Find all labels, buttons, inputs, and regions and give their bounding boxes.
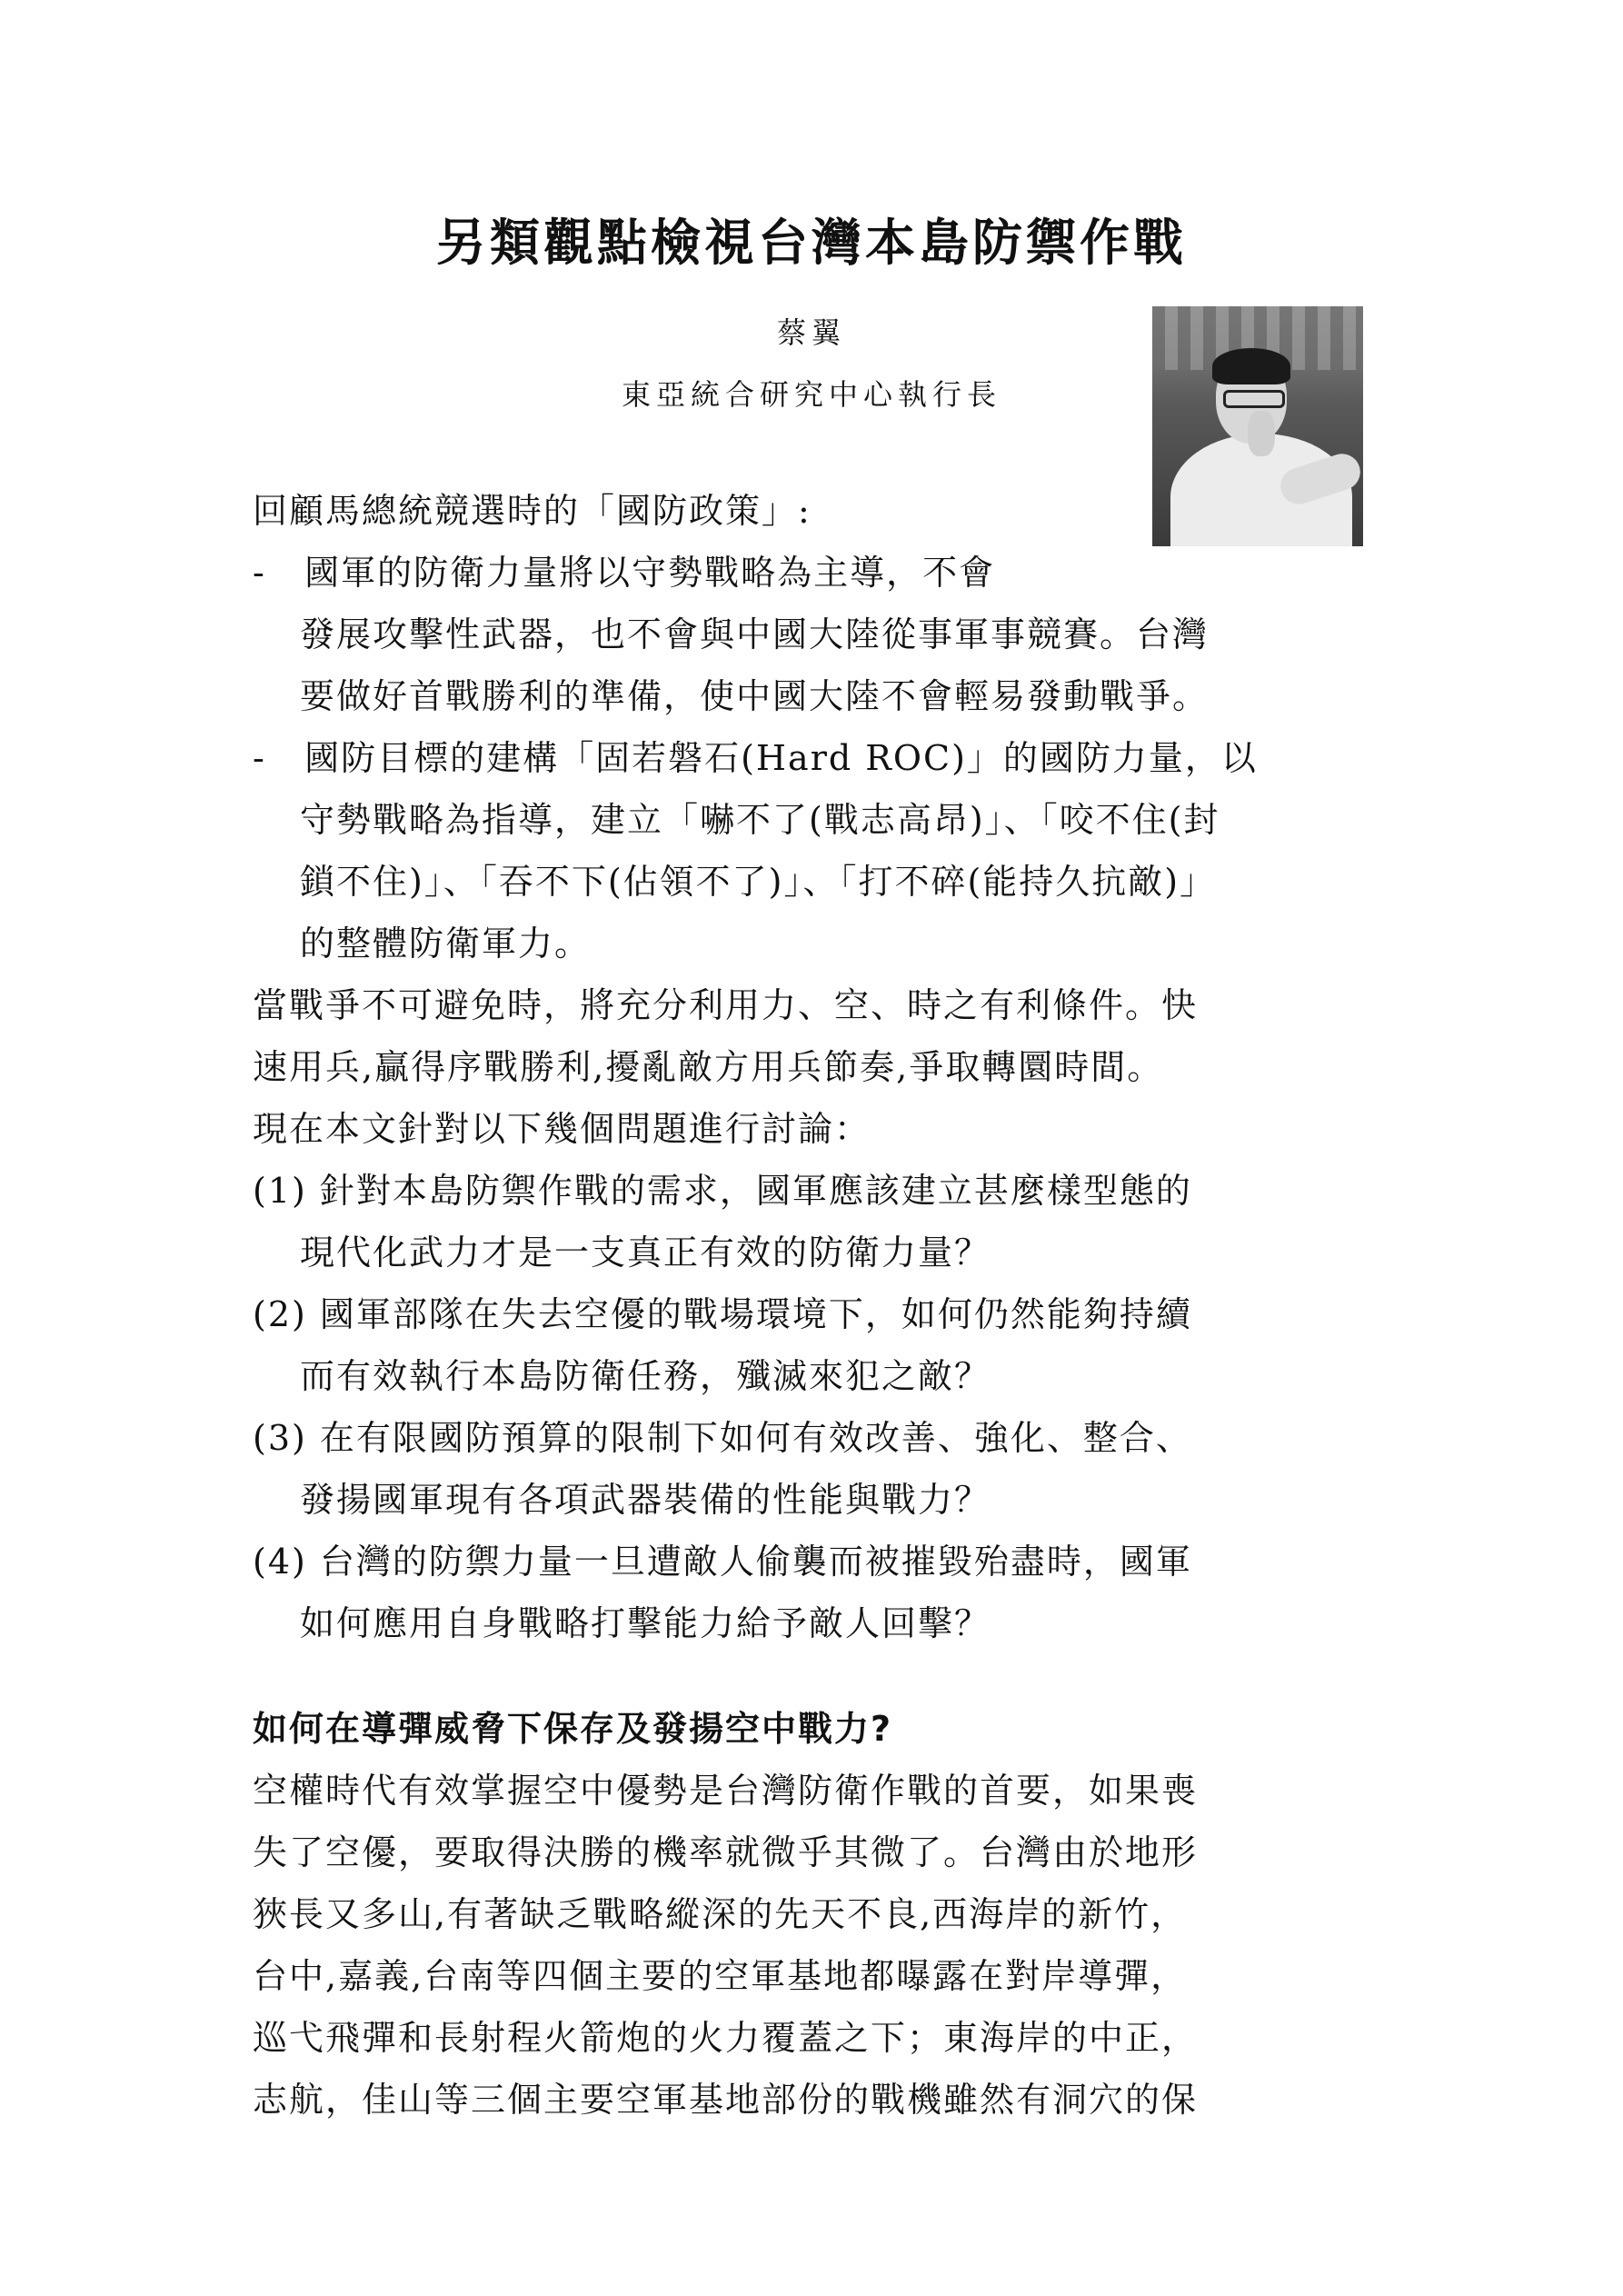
policy-bullet-1-cont: 發展攻擊性武器，也不會與中國大陸從事軍事競賽。台灣: [300, 614, 1210, 654]
question-4: (4) 台灣的防禦力量一旦遭敵人偷襲而被摧毀殆盡時，國軍: [253, 1542, 1192, 1582]
question-3-cont: 發揚國軍現有各項武器裝備的性能與戰力？: [300, 1480, 991, 1520]
paragraph-line: 空權時代有效掌握空中優勢是台灣防衛作戰的首要，如果喪: [253, 1771, 1199, 1811]
question-2-cont: 而有效執行本島防衛任務，殲滅來犯之敵？: [300, 1356, 991, 1396]
section-heading: 如何在導彈威脅下保存及發揚空中戰力?: [253, 1709, 893, 1749]
paragraph-line: 當戰爭不可避免時，將充分利用力、空、時之有利條件。快: [253, 985, 1199, 1025]
page-title: 另類觀點檢視台灣本島防禦作戰: [435, 213, 1187, 272]
author-affiliation: 東亞統合研究中心執行長: [621, 377, 1001, 412]
author-photo: [1152, 306, 1363, 546]
question-4-cont: 如何應用自身戰略打擊能力給予敵人回擊？: [300, 1603, 991, 1643]
question-1: (1) 針對本島防禦作戰的需求，國軍應該建立甚麼樣型態的: [253, 1171, 1192, 1211]
question-2: (2) 國軍部隊在失去空優的戰場環境下，如何仍然能夠持續: [253, 1294, 1192, 1334]
paragraph-line: 狹長又多山,有著缺乏戰略縱深的先天不良,西海岸的新竹，: [253, 1894, 1188, 1934]
policy-bullet-2-cont: 的整體防衛軍力。: [300, 923, 592, 963]
policy-bullet-2: - 國防目標的建構「固若磐石(Hard ROC)」的國防力量，以: [253, 738, 1258, 778]
paragraph-line: 速用兵,贏得序戰勝利,擾亂敵方用兵節奏,爭取轉圜時間。: [253, 1047, 1164, 1087]
question-3: (3) 在有限國防預算的限制下如何有效改善、強化、整合、: [253, 1418, 1192, 1458]
paragraph-line: 志航，佳山等三個主要空軍基地部份的戰機雖然有洞穴的保: [253, 2080, 1199, 2120]
policy-bullet-2-cont: 守勢戰略為指導，建立「嚇不了(戰志高昂)」、「咬不住(封: [300, 800, 1220, 840]
paragraph-line: 現在本文針對以下幾個問題進行討論：: [253, 1109, 871, 1149]
policy-bullet-1: - 國軍的防衛力量將以守勢戰略為主導，不會: [253, 553, 996, 593]
paragraph-line: 失了空優，要取得決勝的機率就微乎其微了。台灣由於地形: [253, 1832, 1199, 1872]
question-1-cont: 現代化武力才是一支真正有效的防衛力量？: [300, 1233, 991, 1273]
policy-bullet-1-cont: 要做好首戰勝利的準備，使中國大陸不會輕易發動戰爭。: [300, 676, 1210, 716]
intro-line: 回顧馬總統競選時的「國防政策」:: [253, 491, 812, 531]
author-name: 蔡翼: [776, 315, 846, 350]
policy-bullet-2-cont: 鎖不住)」、「吞不下(佔領不了)」、「打不碎(能持久抗敵)」: [300, 862, 1217, 902]
paragraph-line: 台中,嘉義,台南等四個主要的空軍基地都曝露在對岸導彈，: [253, 1956, 1188, 1996]
paragraph-line: 巡弋飛彈和長射程火箭炮的火力覆蓋之下；東海岸的中正，: [253, 2018, 1199, 2058]
